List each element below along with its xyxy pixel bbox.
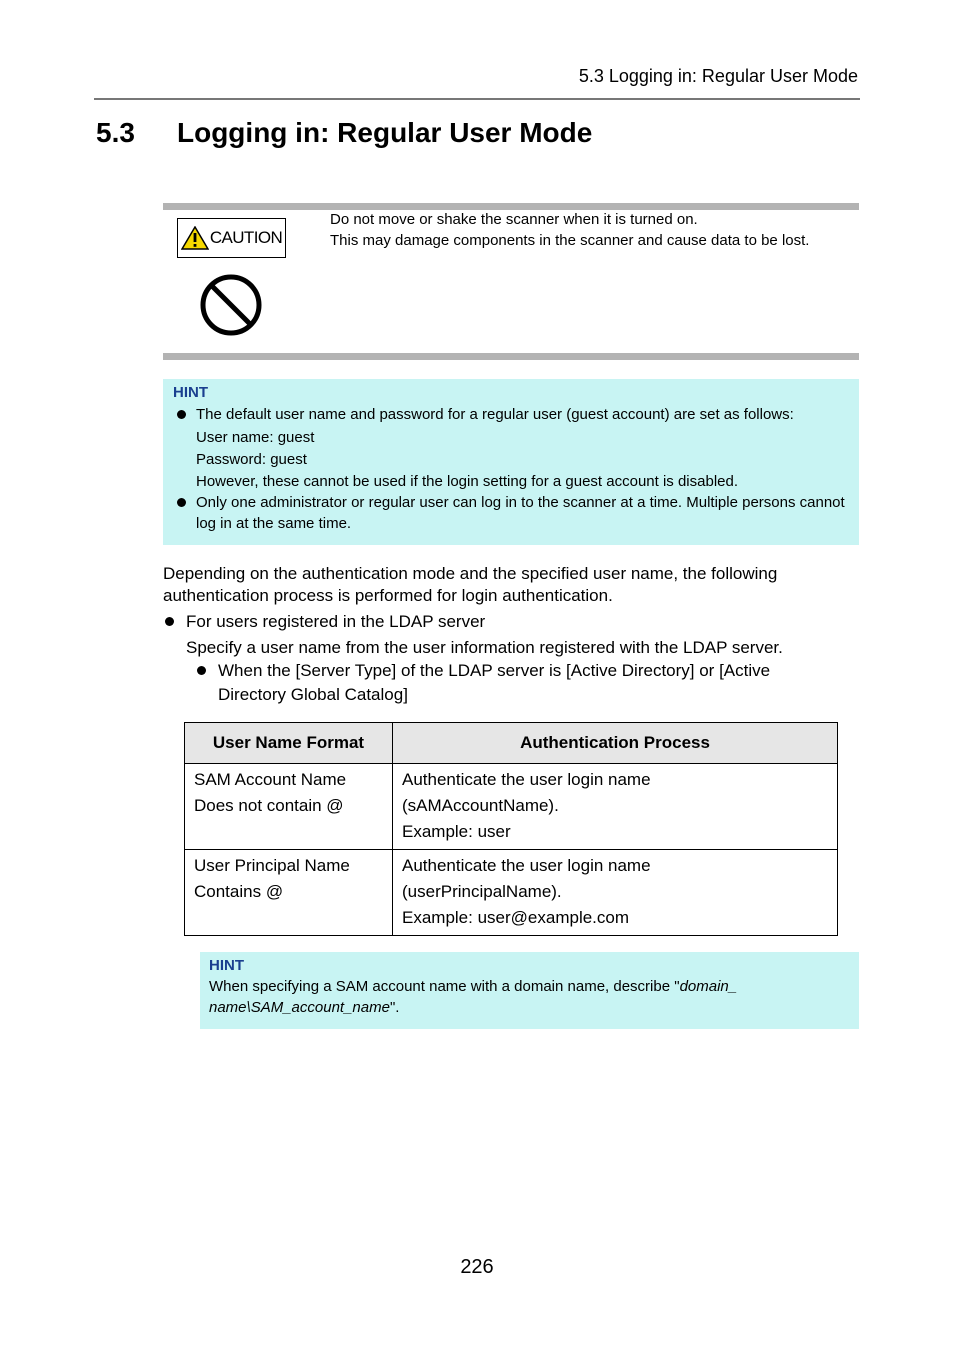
- hint-box: [163, 379, 859, 545]
- hint-box: [200, 952, 859, 1029]
- caution-label: [177, 218, 286, 258]
- cell-line: User Principal Name: [194, 856, 350, 875]
- caution-label-text: CAUTION: [209, 228, 283, 247]
- page-number: 226: [460, 1256, 494, 1278]
- warning-triangle-icon: [181, 226, 209, 250]
- hint-bullet-text: Only one administrator or regular user can log in to the scanner at a time. Multiple persons cannot log in at the same time.: [196, 494, 845, 532]
- cell-line: Contains @: [194, 882, 284, 901]
- hint-text-italic: domain_ name\SAM_account_name: [209, 978, 738, 1016]
- caution-text: [330, 209, 835, 251]
- prohibited-icon: [199, 273, 263, 337]
- bullet-icon: [177, 410, 186, 419]
- cell-line: SAM Account Name: [194, 770, 347, 789]
- hint-bullet-text: User name: guest: [196, 429, 315, 446]
- table-row: [185, 850, 838, 936]
- bullet-icon: [165, 617, 174, 626]
- cell-line: Example: user: [402, 822, 511, 841]
- bullet-icon: [177, 498, 186, 507]
- hint-text-part: ".: [389, 999, 400, 1016]
- cell-line: Authenticate the user login name: [402, 856, 651, 875]
- hint-bullet-text: However, these cannot be used if the login setting for a guest account is disabled.: [196, 473, 739, 490]
- cell-line: Authenticate the user login name: [402, 770, 651, 789]
- column-header: User Name Format: [185, 723, 393, 764]
- table-cell: [393, 850, 838, 936]
- running-header: 5.3 Logging in: Regular User Mode: [578, 66, 858, 86]
- caution-bottom-rule: [163, 353, 859, 360]
- authentication-table: [184, 722, 838, 936]
- hint-title: HINT: [173, 384, 208, 401]
- caution-line: This may damage components in the scanner and cause data to be lost.: [330, 232, 810, 249]
- column-header: Authentication Process: [393, 723, 838, 764]
- hint-title: HINT: [209, 957, 244, 974]
- table-cell: [185, 764, 393, 850]
- list-item-description: Specify a user name from the user information registered with the LDAP server.: [186, 638, 783, 657]
- cell-line: Example: user@example.com: [402, 908, 630, 927]
- table-cell: [185, 850, 393, 936]
- cell-line: (sAMAccountName).: [402, 796, 559, 815]
- table-row: [185, 764, 838, 850]
- hint-bullet-text: The default user name and password for a regular user (guest account) are set as follows:: [196, 406, 794, 423]
- list-item: For users registered in the LDAP server: [186, 612, 486, 631]
- bullet-icon: [197, 666, 206, 675]
- table-cell: [393, 764, 838, 850]
- table-header-row: [185, 723, 838, 764]
- list-item: When the [Server Type] of the LDAP server is [Active Directory] or [Active Directory Global Catalog]: [218, 661, 771, 704]
- section-number: 5.3: [96, 117, 135, 148]
- cell-line: (userPrincipalName).: [402, 882, 562, 901]
- hint-bullet-text: Password: guest: [196, 451, 307, 468]
- cell-line: Does not contain @: [194, 796, 344, 815]
- section-title-text: Logging in: Regular User Mode: [177, 117, 593, 148]
- body-paragraph: Depending on the authentication mode and the specified user name, the following authentication process is performed for login authentication.: [163, 564, 778, 605]
- header-rule: [94, 98, 860, 100]
- hint-text-part: When specifying a SAM account name with a domain name, describe ": [209, 978, 680, 995]
- caution-line: Do not move or shake the scanner when it is turned on.: [330, 211, 698, 228]
- section-title: [96, 117, 592, 149]
- hint-text: [209, 976, 829, 1018]
